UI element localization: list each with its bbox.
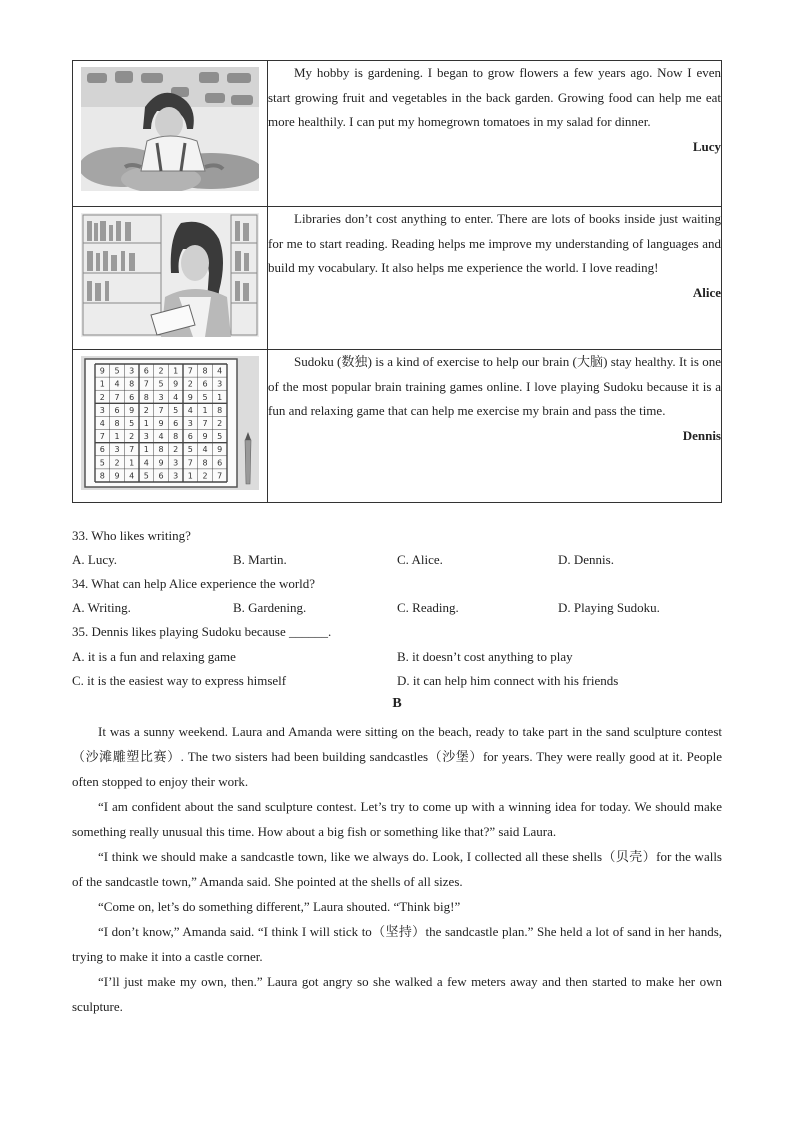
q33-option-d: D. Dennis. [558, 552, 614, 567]
sudoku-digit: 5 [173, 405, 179, 415]
sudoku-digit: 6 [217, 458, 223, 468]
question-33: 33. Who likes writing? [72, 528, 191, 543]
sudoku-digit: 6 [114, 405, 120, 415]
sudoku-digit: 8 [158, 445, 164, 455]
question-34: 34. What can help Alice experience the world? [72, 576, 316, 591]
dennis-text: Sudoku (数独) is a kind of exercise to help our brain (大脑) stay healthy. It is one of the most popular brain training games online. I love playing Sudoku because it is a fun and relaxing game that can help me exercise my brain and pass the time. [268, 354, 721, 418]
sudoku-digit: 5 [217, 432, 223, 442]
sudoku-digit: 6 [129, 392, 135, 402]
sudoku-digit: 1 [143, 419, 149, 428]
sudoku-digit: 4 [202, 445, 208, 455]
section-b-story [72, 719, 722, 1019]
sudoku-digit: 7 [143, 379, 149, 389]
q34-option-d: D. Playing Sudoku. [558, 600, 660, 615]
alice-text: Libraries don’t cost anything to enter. There are lots of books inside just waiting for me to start reading. Reading helps me improve my understanding of languages and build my vocabulary. It also helps me experience the world. I love reading! [268, 211, 721, 275]
alice-name: Alice [692, 284, 721, 300]
sudoku-digit: 3 [187, 419, 193, 428]
sudoku-digit: 1 [202, 405, 208, 415]
sudoku-digit: 9 [202, 432, 208, 442]
sudoku-digit: 9 [129, 405, 135, 415]
sudoku-digit: 5 [158, 379, 164, 389]
q33-option-b: B. Martin. [233, 552, 287, 567]
sudoku-digit: 4 [143, 458, 149, 468]
story-paragraph: “I don’t know,” Amanda said. “I think I will stick to（坚持）the sandcastle plan.” She held a lot of sand in her hands, trying to make it into a castle corner. [72, 924, 722, 964]
lucy-name: Lucy [692, 138, 721, 154]
sudoku-digit: 4 [187, 405, 193, 415]
sudoku-digit: 7 [217, 471, 223, 481]
sudoku-digit: 7 [129, 445, 135, 455]
sudoku-digit: 9 [187, 392, 193, 402]
sudoku-digit: 9 [158, 419, 164, 428]
sudoku-digit: 6 [99, 445, 105, 455]
sudoku-digit: 7 [187, 458, 193, 468]
sudoku-digit: 6 [143, 366, 149, 376]
sudoku-digit: 3 [173, 458, 179, 468]
q35-option-b: B. it doesn’t cost anything to play [397, 649, 573, 664]
sudoku-digit: 1 [143, 445, 149, 455]
story-paragraph: “I am confident about the sand sculpture contest. Let’s try to come up with a winning idea for today. We should make something really unusual this time. How about a big fish or something like that?” said Laura. [72, 799, 722, 839]
sudoku-digit: 5 [187, 445, 193, 455]
question-35: 35. Dennis likes playing Sudoku because ______. [72, 624, 332, 639]
story-paragraph: “Come on, let’s do something different,” Laura shouted. “Think big!” [98, 899, 461, 914]
q35-option-a: A. it is a fun and relaxing game [72, 649, 236, 664]
sudoku-digit: 4 [173, 392, 179, 402]
sudoku-digit: 7 [202, 419, 208, 428]
hobby-row-alice [73, 207, 722, 350]
sudoku-digit: 1 [114, 432, 120, 442]
sudoku-digit: 3 [158, 392, 164, 402]
sudoku-digit: 2 [114, 458, 120, 468]
sudoku-digit: 6 [202, 379, 208, 389]
q35-option-c: C. it is the easiest way to express himself [72, 673, 287, 688]
story-paragraph: It was a sunny weekend. Laura and Amanda were sitting on the beach, ready to take part in the sand sculpture contest（沙滩雕塑比赛）. The two sisters had been building sandcastles（沙堡）for years. They were really good at it. People often stopped to enjoy their work. [72, 724, 722, 789]
sudoku-digit: 8 [202, 458, 208, 468]
sudoku-digit: 3 [217, 379, 223, 389]
sudoku-digit: 3 [173, 471, 179, 481]
sudoku-digit: 7 [187, 366, 193, 376]
hobby-row-lucy [73, 61, 722, 207]
lucy-text: My hobby is gardening. I began to grow flowers a few years ago. Now I even start growing fruit and vegetables in the back garden. Growing food can help me eat more healthily. I can put my homegrown tomatoes in my salad for dinner. [268, 65, 721, 129]
sudoku-digit: 8 [143, 392, 149, 402]
sudoku-digit: 4 [114, 379, 120, 389]
sudoku-digit: 2 [173, 445, 179, 455]
story-paragraph: “I think we should make a sandcastle town, like we always do. Look, I collected all these shells（贝壳）for the walls of the sandcastle town,” Amanda said. She pointed at the shells of all sizes. [72, 849, 722, 889]
sudoku-digit: 6 [187, 432, 193, 442]
sudoku-digit: 2 [158, 366, 164, 376]
q34-option-c: C. Reading. [397, 600, 459, 615]
sudoku-digit: 9 [217, 445, 223, 455]
sudoku-digit: 3 [114, 445, 120, 455]
sudoku-digit: 4 [99, 419, 105, 428]
reading-woman-photo [81, 213, 259, 337]
sudoku-digit: 1 [187, 471, 193, 481]
sudoku-digit: 5 [143, 471, 149, 481]
sudoku-digit: 2 [129, 432, 135, 442]
hobby-row-dennis [73, 350, 722, 503]
sudoku-digit: 2 [99, 392, 105, 402]
sudoku-digit: 3 [99, 405, 105, 415]
sudoku-digit: 4 [129, 471, 135, 481]
section-b-heading: B [392, 696, 402, 711]
sudoku-digit: 1 [129, 458, 135, 468]
sudoku-digit: 8 [129, 379, 135, 389]
sudoku-digit: 8 [202, 366, 208, 376]
sudoku-digit: 9 [158, 458, 164, 468]
sudoku-digit: 4 [158, 432, 164, 442]
q33-option-c: C. Alice. [397, 552, 443, 567]
sudoku-digit: 3 [129, 366, 135, 376]
sudoku-digit: 2 [143, 405, 149, 415]
sudoku-digit: 6 [158, 471, 164, 481]
q33-option-a: A. Lucy. [72, 552, 118, 567]
q34-option-a: A. Writing. [72, 600, 131, 615]
sudoku-digit: 8 [114, 419, 120, 428]
sudoku-digit: 6 [173, 419, 179, 428]
sudoku-digit: 7 [99, 432, 105, 442]
sudoku-digit: 1 [173, 366, 179, 376]
sudoku-digit: 3 [143, 432, 149, 442]
sudoku-digit: 7 [114, 392, 120, 402]
sudoku-digit: 1 [217, 392, 223, 402]
sudoku-digit: 9 [99, 366, 105, 376]
sudoku-digit: 1 [99, 379, 105, 389]
sudoku-grid-photo [81, 356, 259, 490]
sudoku-digit: 8 [217, 405, 223, 415]
sudoku-digit: 5 [99, 458, 105, 468]
sudoku-digit: 5 [202, 392, 208, 402]
sudoku-digit: 2 [202, 471, 208, 481]
sudoku-digit: 5 [129, 419, 135, 428]
sudoku-digit: 8 [173, 432, 179, 442]
q35-option-d: D. it can help him connect with his friends [397, 673, 619, 688]
sudoku-digit: 7 [158, 405, 164, 415]
sudoku-digit: 2 [217, 419, 223, 428]
dennis-name: Dennis [682, 427, 721, 443]
sudoku-digit: 9 [114, 471, 120, 481]
hobby-table [72, 60, 722, 503]
sudoku-digit: 4 [217, 366, 223, 376]
sudoku-digit: 9 [173, 379, 179, 389]
gardening-woman-photo [81, 67, 259, 191]
sudoku-digit: 8 [99, 471, 105, 481]
story-paragraph: “I’ll just make my own, then.” Laura got angry so she walked a few meters away and then started to make her own sculpture. [72, 974, 722, 1014]
sudoku-digit: 2 [187, 379, 193, 389]
q34-option-b: B. Gardening. [233, 600, 307, 615]
sudoku-digit: 5 [114, 366, 120, 376]
